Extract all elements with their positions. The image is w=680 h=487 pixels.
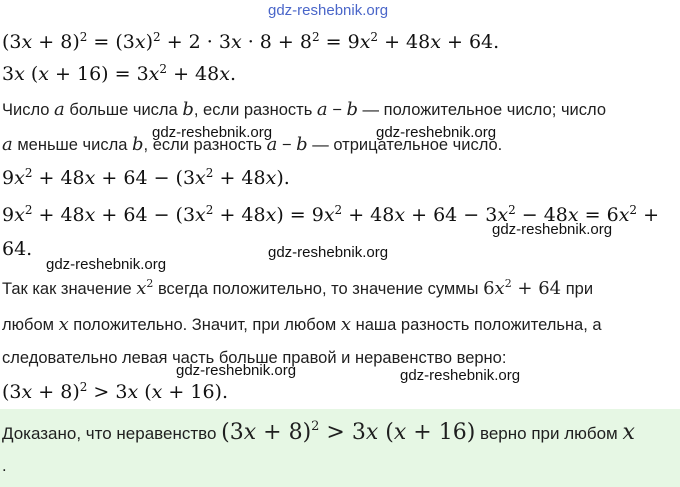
- definition-text-2: a меньше числа b, если разность a − b — отрицательное число.: [2, 134, 503, 155]
- watermark-top: gdz-reshebnik.org: [268, 2, 389, 19]
- watermark: gdz-reshebnik.org: [268, 244, 389, 261]
- watermark: gdz-reshebnik.org: [46, 256, 167, 273]
- difference-line: $9x^2 + 48x + 64 - (3x^2 + 48x)$.: [2, 166, 290, 189]
- expansion-line: $(3x + 8)^2 = (3x)^2 + 2 \cdot 3x \cdot 8 + 8^2 = 9x^2 + 48x + 64$.: [2, 30, 500, 53]
- watermark: gdz-reshebnik.org: [376, 124, 497, 141]
- product-line: 3x $(x + 16) = 3x^2 + 48x$.: [2, 62, 236, 85]
- watermark: gdz-reshebnik.org: [152, 124, 273, 141]
- definition-text-1: Число a больше числа b, если разность a − b — положительное число; число: [2, 99, 606, 120]
- conclusion-period: .: [2, 457, 7, 475]
- inequality-line: $(3x + 8)^2 > 3x$ (x + 16).: [2, 380, 228, 403]
- watermark: gdz-reshebnik.org: [492, 221, 613, 238]
- reasoning-text-1: Так как значение $x^2$ всегда положительно, то значение суммы $6x^2 + 64$ при: [2, 277, 594, 299]
- watermark: gdz-reshebnik.org: [400, 367, 521, 384]
- conclusion-box: [0, 409, 680, 487]
- watermark: gdz-reshebnik.org: [176, 362, 297, 379]
- simplification-line-end: 64.: [2, 238, 33, 260]
- conclusion-text: Доказано, что неравенство $(3x + 8)^2 > 3x$ (x + 16) верно при любом x: [2, 419, 635, 445]
- reasoning-text-2: любом x положительно. Значит, при любом x наша разность положительна, а: [2, 314, 602, 335]
- reasoning-text-3: следовательно левая часть больше правой и неравенство верно:: [2, 349, 507, 367]
- simplification-line: $9x^2 + 48x + 64 - (3x^2 + 48x) = 9x^2 + 48x + 64 - 3x^2 - 48x = 6x^2$ +: [2, 203, 660, 226]
